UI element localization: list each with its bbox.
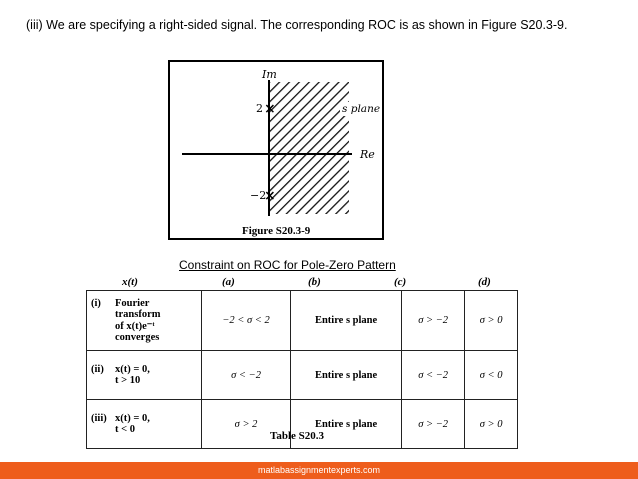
row-header: [87, 400, 202, 449]
row-number: (i): [91, 298, 101, 309]
pole-top-marker: ×: [264, 101, 276, 117]
table-title: Constraint on ROC for Pole-Zero Pattern: [179, 258, 396, 272]
row-label-line: x(t) = 0,: [115, 413, 150, 424]
row-header: [87, 291, 202, 351]
s-plane-figure: [168, 60, 384, 240]
row-label-line: transform: [115, 309, 161, 320]
footer-website-link[interactable]: matlabassignmentexperts.com: [257, 465, 381, 475]
column-header-c: (c): [394, 276, 407, 288]
table-cell: −2 < σ < 2: [202, 291, 291, 351]
table-cell: σ > 0: [465, 400, 518, 449]
table-cell: σ > −2: [402, 291, 465, 351]
table-cell: Entire s plane: [291, 400, 402, 449]
row-label-line: of x(t)e⁻ᵗ: [115, 321, 155, 332]
table-row: [87, 351, 518, 400]
row-number: (ii): [91, 364, 104, 375]
table-cell: σ < −2: [202, 351, 291, 400]
table-cell: σ < −2: [402, 351, 465, 400]
row-label-line: Fourier: [115, 298, 150, 309]
table-cell: σ < 0: [465, 351, 518, 400]
table-cell: Entire s plane: [291, 291, 402, 351]
figure-caption: Figure S20.3-9: [242, 225, 311, 237]
roc-table-block: [78, 276, 520, 446]
row-label-line: t < 0: [115, 424, 135, 435]
column-header-b: (b): [308, 276, 321, 288]
table-caption: Table S20.3: [270, 430, 325, 442]
column-header-a: (a): [222, 276, 235, 288]
row-label-line: t > 10: [115, 375, 141, 386]
table-cell: σ > 0: [465, 291, 518, 351]
table-cell: Entire s plane: [291, 351, 402, 400]
row-label-line: converges: [115, 332, 160, 343]
roc-hatched-region: [269, 82, 349, 214]
im-axis-label: Im: [262, 68, 277, 81]
table-cell: σ > −2: [402, 400, 465, 449]
column-header-d: (d): [478, 276, 491, 288]
intro-text: (iii) We are specifying a right-sided signal. The corresponding ROC is as shown in Figure S20.3-9.: [26, 18, 568, 32]
table-row: [87, 291, 518, 351]
roc-table: [86, 290, 518, 449]
pole-bottom-marker: ×: [264, 188, 276, 204]
row-header: [87, 351, 202, 400]
row-label-line: x(t) = 0,: [115, 364, 150, 375]
s-plane-label: s plane: [342, 103, 381, 115]
pole-top-label: 2: [256, 102, 263, 115]
row-number: (iii): [91, 413, 107, 424]
pole-bottom-label: −2: [250, 189, 267, 202]
table-cell: σ > 2: [202, 400, 291, 449]
column-header-xt: x(t): [122, 276, 138, 288]
s-plane-diagram: [170, 62, 384, 240]
re-axis-label: Re: [360, 148, 375, 161]
